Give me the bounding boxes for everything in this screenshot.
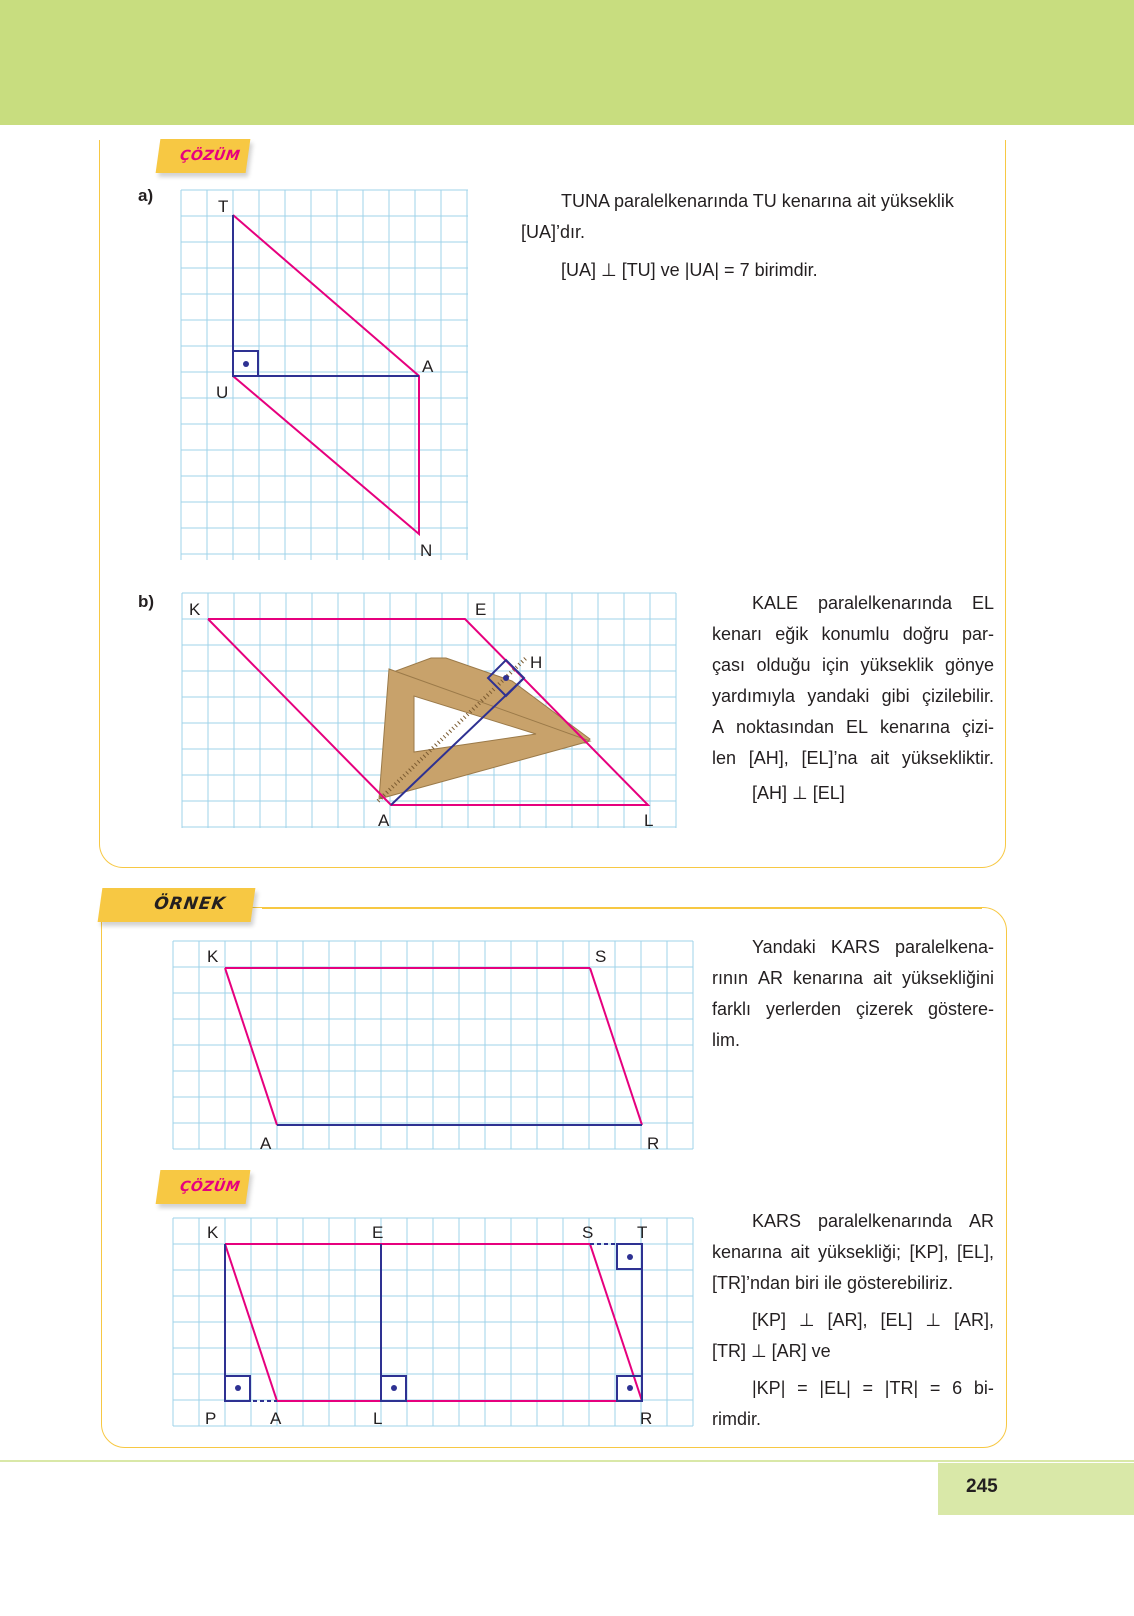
label-T: T bbox=[637, 1223, 648, 1242]
label-S: S bbox=[595, 947, 607, 966]
right-angle-dot bbox=[627, 1385, 633, 1391]
text-a-line1: TUNA paralelkenarında TU kenarına ait yükseklik bbox=[561, 191, 954, 211]
right-angle-dot bbox=[391, 1385, 397, 1391]
word: kenarına bbox=[712, 1242, 783, 1262]
word: ait bbox=[872, 968, 892, 988]
word: kenarına bbox=[792, 968, 864, 988]
text-solution-lines3 bbox=[712, 1373, 994, 1404]
label-A: A bbox=[270, 1409, 282, 1428]
text-solution-lines2 bbox=[712, 1305, 994, 1336]
text-b-last: [AH] ⊥ [EL] bbox=[752, 783, 845, 803]
word: göstere- bbox=[927, 999, 994, 1019]
word: gönye bbox=[944, 655, 994, 675]
cozum-label: ÇÖZÜM bbox=[178, 148, 242, 164]
text-ornek-last: lim. bbox=[712, 1030, 740, 1050]
edge-TN bbox=[233, 215, 419, 534]
word: ⊥ bbox=[798, 1310, 815, 1330]
word: yüksekliğini bbox=[901, 968, 994, 988]
word: yandaki bbox=[807, 686, 870, 706]
right-angle-dot bbox=[243, 361, 249, 367]
label-K: K bbox=[207, 947, 219, 966]
label-N: N bbox=[420, 541, 433, 560]
label-U: U bbox=[216, 383, 229, 402]
word: [EL] bbox=[880, 1310, 913, 1330]
word: |KP| bbox=[752, 1378, 786, 1398]
part-b-label: b) bbox=[138, 592, 155, 611]
part-a-label: a) bbox=[138, 186, 154, 205]
word: len bbox=[712, 748, 737, 768]
word: gibi bbox=[881, 686, 910, 706]
word: yüksekliktir. bbox=[901, 748, 994, 768]
label-E: E bbox=[475, 600, 487, 619]
word: çası bbox=[712, 655, 746, 675]
word: [AR], bbox=[953, 1310, 994, 1330]
word: çizilebilir. bbox=[921, 686, 994, 706]
word: = bbox=[862, 1378, 874, 1398]
right-angle-dot bbox=[627, 1254, 633, 1260]
label-R: R bbox=[640, 1409, 653, 1428]
text-line bbox=[712, 619, 994, 650]
word: 6 bbox=[952, 1378, 963, 1398]
text-line bbox=[712, 963, 994, 994]
ornek-tag bbox=[98, 888, 256, 922]
word: A bbox=[712, 717, 725, 737]
cozum-tag-top bbox=[156, 139, 251, 173]
word: paralelkenarında bbox=[817, 1211, 953, 1231]
text-line bbox=[712, 1237, 994, 1268]
word: KARS bbox=[752, 1211, 802, 1231]
text-ornek bbox=[712, 932, 994, 1056]
text-solution-lines bbox=[712, 1206, 994, 1268]
text-ornek-lines bbox=[712, 932, 994, 1025]
right-angle-dot bbox=[235, 1385, 241, 1391]
side-SR bbox=[590, 968, 642, 1125]
example-header-line bbox=[262, 907, 982, 909]
word: [AH], bbox=[748, 748, 789, 768]
word: paralelkenarında bbox=[817, 593, 953, 613]
figure-solution-kars bbox=[172, 1218, 696, 1428]
word: ait bbox=[790, 1242, 810, 1262]
right-angle-dot bbox=[503, 675, 509, 681]
word: için bbox=[821, 655, 849, 675]
word: kenarı bbox=[712, 624, 763, 644]
word: AR bbox=[757, 968, 783, 988]
word: yardımıyla bbox=[712, 686, 796, 706]
word: rının bbox=[712, 968, 749, 988]
text-solution-line3: [TR]’ndan biri ile gösterebiliriz. bbox=[712, 1273, 954, 1293]
word: çizi- bbox=[962, 717, 994, 737]
word: |EL| bbox=[819, 1378, 851, 1398]
figure-ornek-kars bbox=[172, 940, 700, 1158]
text-a-line2: [UA]’dır. bbox=[521, 222, 586, 242]
word: noktasından bbox=[735, 717, 835, 737]
word: AR bbox=[968, 1211, 994, 1231]
text-b bbox=[712, 588, 994, 809]
text-line bbox=[712, 994, 994, 1025]
word: konumlu bbox=[821, 624, 890, 644]
text-line bbox=[712, 1373, 994, 1404]
word: yüksekliği; bbox=[817, 1242, 902, 1262]
word: KALE bbox=[752, 593, 799, 613]
word: [KP] bbox=[752, 1310, 787, 1330]
label-L: L bbox=[644, 811, 654, 830]
word: doğru bbox=[902, 624, 949, 644]
label-L: L bbox=[373, 1409, 383, 1428]
label-R: R bbox=[647, 1134, 660, 1153]
text-line bbox=[712, 681, 994, 712]
text-solution-line5: [TR] ⊥ [AR] ve bbox=[712, 1341, 831, 1361]
word: EL bbox=[971, 593, 994, 613]
page-number: 245 bbox=[966, 1476, 998, 1497]
word: Yandaki bbox=[752, 937, 816, 957]
cozum-label: ÇÖZÜM bbox=[178, 1179, 242, 1195]
word: [EL]’na bbox=[801, 748, 858, 768]
text-line bbox=[712, 743, 994, 774]
footer-line bbox=[0, 1460, 1134, 1462]
label-P: P bbox=[205, 1409, 217, 1428]
label-K: K bbox=[207, 1223, 219, 1242]
cozum-tag-bottom bbox=[156, 1170, 251, 1204]
word: [KP], bbox=[909, 1242, 949, 1262]
label-S: S bbox=[582, 1223, 594, 1242]
word: olduğu bbox=[756, 655, 811, 675]
label-A: A bbox=[422, 357, 434, 376]
label-K: K bbox=[189, 600, 201, 619]
word: bi- bbox=[973, 1378, 994, 1398]
word: [EL], bbox=[956, 1242, 994, 1262]
word: yerlerden bbox=[765, 999, 842, 1019]
word: paralelkena- bbox=[894, 937, 994, 957]
word: |TR| bbox=[884, 1378, 919, 1398]
word: KARS bbox=[830, 937, 880, 957]
word: kenarına bbox=[879, 717, 951, 737]
ornek-label: ÖRNEK bbox=[152, 894, 228, 914]
word: eğik bbox=[775, 624, 809, 644]
word: = bbox=[929, 1378, 941, 1398]
text-line bbox=[712, 650, 994, 681]
word: yükseklik bbox=[860, 655, 934, 675]
figure-a-tuna bbox=[180, 190, 474, 564]
text-line bbox=[712, 712, 994, 743]
text-a bbox=[521, 186, 987, 286]
text-line bbox=[712, 1206, 994, 1237]
label-T: T bbox=[218, 197, 229, 216]
text-line bbox=[712, 1305, 994, 1336]
text-solution bbox=[712, 1206, 994, 1435]
text-solution-last: rimdir. bbox=[712, 1409, 761, 1429]
word: ait bbox=[870, 748, 890, 768]
word: ⊥ bbox=[925, 1310, 942, 1330]
word: farklı bbox=[712, 999, 752, 1019]
word: çizerek bbox=[855, 999, 913, 1019]
word: [AR], bbox=[827, 1310, 868, 1330]
figure-b-kale bbox=[181, 592, 681, 832]
word: = bbox=[797, 1378, 808, 1398]
text-line bbox=[712, 588, 994, 619]
label-E: E bbox=[372, 1223, 384, 1242]
word: EL bbox=[846, 717, 869, 737]
text-a-line3: [UA] ⊥ [TU] ve |UA| = 7 birimdir. bbox=[561, 260, 818, 280]
text-line bbox=[712, 932, 994, 963]
label-H: H bbox=[530, 653, 543, 672]
label-A: A bbox=[260, 1134, 272, 1153]
text-b-lines bbox=[712, 588, 994, 774]
top-color-band bbox=[0, 0, 1134, 125]
label-A: A bbox=[378, 811, 390, 830]
word: par- bbox=[961, 624, 994, 644]
